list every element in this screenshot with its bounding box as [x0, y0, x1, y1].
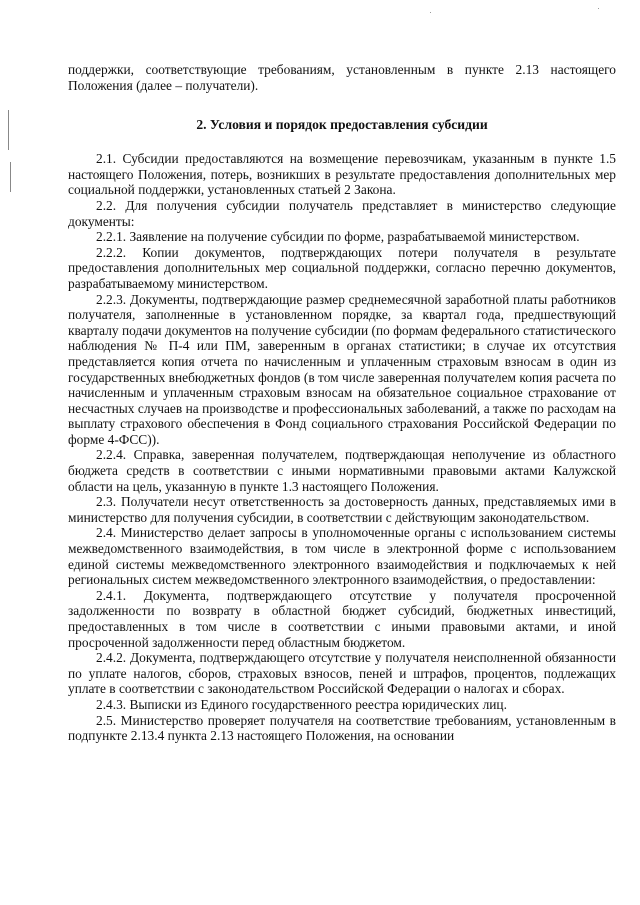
paragraph-2-4-3: 2.4.3. Выписки из Единого государственного реестра юридических лиц. — [96, 696, 507, 712]
scan-speck — [430, 12, 431, 13]
paragraph-2-2-1: 2.2.1. Заявление на получение субсидии по форме, разрабатываемой министерством. — [96, 229, 580, 245]
scan-margin-marks — [8, 110, 14, 200]
section-title: 2. Условия и порядок предоставления субсидии — [196, 117, 488, 133]
paragraph-2-2-2: 2.2.2. Копии документов, подтверждающих потери получателя в результате предоставления дополнительных мер социальной поддержки, согласно перечню документов, разрабатываемому министерством. — [68, 244, 616, 291]
paragraph-2-4: 2.4. Министерство делает запросы в уполномоченные органы с использованием системы межведомственного взаимодействия, в том числе в электронной форме с использованием единой системы межведомственного электронного взаимодействия и подключаемых к ней региональных систем межведомственного электронного взаимодействия, о предоставлении: — [68, 525, 616, 588]
intro-paragraph: поддержки, соответствующие требованиям, установленным в пункте 2.13 настоящего Положения (далее – получатели). — [68, 62, 616, 93]
paragraph-2-2-3: 2.2.3. Документы, подтверждающие размер среднемесячной заработной платы работников получателя, заполненные в установленном порядке, за квартал года, предшествующий кварталу подачи документов на получение субсидии (по формам федерального статистического наблюдения № П-4 или ПМ, заверенным в органах статистики; в случае их отсутствия представляется копия отчета по начисленным и уплаченным страховым взносам в один из государственных внебюджетных фондов (в том числе заверенная получателем копия расчета по начисленным и уплаченным страховым взносам на обязательное социальное страхование от несчастных случаев на производстве и профессиональных заболеваний, а также по расходам на выплату страхового обеспечения в Фонд социального страхования Российской Федерации по форме 4-ФСС)). — [68, 291, 616, 447]
document-page — [68, 62, 616, 744]
paragraph-2-4-2: 2.4.2. Документа, подтверждающего отсутствие у получателя неисполненной обязанности по уплате налогов, сборов, страховых взносов, пеней и штрафов, процентов, подлежащих уплате в соответствии с законодательством Российской Федерации о налогах и сборах. — [68, 650, 616, 697]
paragraph-2-2: 2.2. Для получения субсидии получатель представляет в министерство следующие документы: — [68, 197, 616, 229]
paragraph-2-2-4: 2.2.4. Справка, заверенная получателем, подтверждающая неполучение из областного бюджета средств в соответствии с иными нормативными правовыми актами Калужской области на цель, указанную в пункте 1.3 настоящего Положения. — [68, 447, 616, 494]
paragraph-2-1: 2.1. Субсидии предоставляются на возмещение перевозчикам, указанным в пункте 1.5 настоящего Положения, потерь, возникших в результате предоставления дополнительных мер социальной поддержки, установленных статьей 2 Закона. — [68, 151, 616, 198]
paragraph-2-5: 2.5. Министерство проверяет получателя на соответствие требованиям, установленным в подпункте 2.13.4 пункта 2.13 настоящего Положения, на основании — [68, 712, 616, 744]
paragraph-2-3: 2.3. Получатели несут ответственность за достоверность данных, представляемых ими в министерство для получения субсидии, в соответствии с действующим законодательством. — [68, 494, 616, 525]
paragraph-2-4-1: 2.4.1. Документа, подтверждающего отсутствие у получателя просроченной задолженности по возврату в областной бюджет субсидий, бюджетных инвестиций, предоставленных в том числе в соответствии с иными правовыми актами, и иной просроченной задолженности перед областным бюджетом. — [68, 587, 616, 650]
scan-speck — [598, 8, 599, 9]
